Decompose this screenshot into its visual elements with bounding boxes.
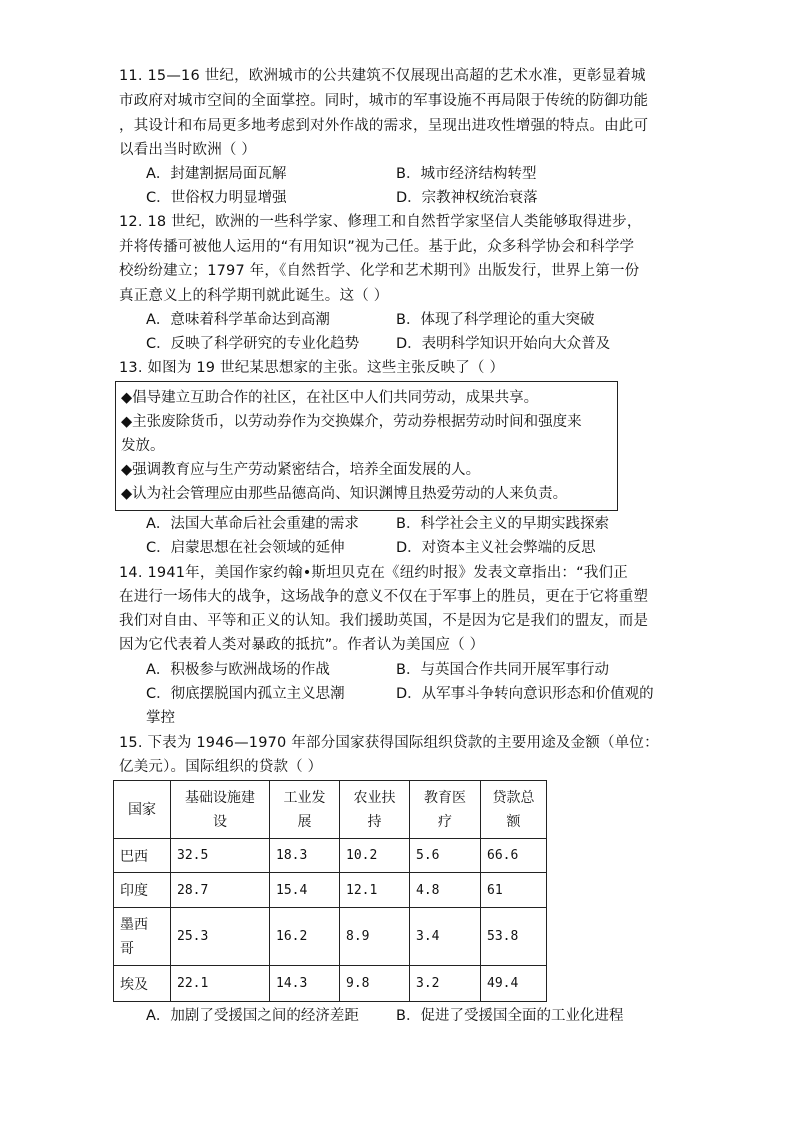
table-row bbox=[114, 873, 547, 908]
question-text-line: 真正意义上的科学期刊就此诞生。这（ ） bbox=[119, 288, 389, 304]
country-cell: 巴西 bbox=[114, 839, 171, 873]
proposal-item: ◆认为社会管理应由那些品德高尚、知识渊博且热爱劳动的人来负责。 bbox=[121, 486, 568, 502]
value-cell: 16.2 bbox=[270, 908, 340, 966]
value-cell: 5.6 bbox=[410, 839, 481, 873]
table-row bbox=[114, 839, 547, 873]
option-c: C．世俗权力明显增强 bbox=[146, 190, 287, 206]
question-text-line: 13. 如图为 19 世纪某思想家的主张。这些主张反映了（ ） bbox=[119, 360, 505, 376]
question-text-line: 亿美元）。国际组织的贷款（ ） bbox=[119, 759, 323, 775]
value-cell: 28.7 bbox=[171, 873, 270, 908]
question-text-line: 15. 下表为 1946—1970 年部分国家获得国际组织贷款的主要用途及金额（单位： bbox=[119, 735, 659, 751]
value-cell: 49.4 bbox=[481, 966, 547, 1002]
option-b: B．科学社会主义的早期实践探索 bbox=[396, 516, 609, 532]
option-b: B．促进了受援国全面的工业化进程 bbox=[396, 1008, 624, 1024]
option-d: D．宗教神权统治衰落 bbox=[396, 190, 538, 206]
thinker-proposals-box bbox=[115, 381, 618, 511]
option-c: C．启蒙思想在社会领域的延伸 bbox=[146, 540, 345, 556]
value-cell: 8.9 bbox=[340, 908, 410, 966]
value-cell: 53.8 bbox=[481, 908, 547, 966]
option-d: D．对资本主义社会弊端的反思 bbox=[396, 540, 596, 556]
option-a: A．加剧了受援国之间的经济差距 bbox=[146, 1008, 359, 1024]
value-cell: 10.2 bbox=[340, 839, 410, 873]
question-text-line: 校纷纷建立；1797 年，《自然哲学、化学和艺术期刊》出版发行，世界上第一份 bbox=[119, 263, 640, 279]
option-c: C．彻底摆脱国内孤立主义思潮 bbox=[146, 686, 345, 702]
value-cell: 14.3 bbox=[270, 966, 340, 1002]
value-cell: 25.3 bbox=[171, 908, 270, 966]
header-cell: 工业发 展 bbox=[270, 781, 340, 839]
value-cell: 12.1 bbox=[340, 873, 410, 908]
proposal-item: ◆主张废除货币，以劳动券作为交换媒介，劳动券根据劳动时间和强度来 bbox=[121, 414, 582, 430]
value-cell: 9.8 bbox=[340, 966, 410, 1002]
question-text-line: 并将传播可被他人运用的“有用知识”视为己任。基于此，众多科学协会和科学学 bbox=[119, 239, 635, 255]
question-text-line: 在进行一场伟大的战争，这场战争的意义不仅在于军事上的胜员，更在于它将重塑 bbox=[119, 589, 649, 605]
country-cell: 印度 bbox=[114, 873, 171, 908]
option-d-continuation: 掌控 bbox=[146, 710, 175, 726]
value-cell: 15.4 bbox=[270, 873, 340, 908]
question-text-line: 14. 1941年，美国作家约翰•斯坦贝克在《纽约时报》发表文章指出：“我们正 bbox=[119, 565, 628, 581]
option-b: B．城市经济结构转型 bbox=[396, 166, 537, 182]
option-a: A．积极参与欧洲战场的作战 bbox=[146, 662, 330, 678]
table-row bbox=[114, 908, 547, 966]
country-cell: 埃及 bbox=[114, 966, 171, 1002]
table-header-row bbox=[114, 781, 547, 839]
option-d: D．从军事斗争转向意识形态和价值观的 bbox=[396, 686, 654, 702]
option-a: A．意味着科学革命达到高潮 bbox=[146, 312, 330, 328]
value-cell: 32.5 bbox=[171, 839, 270, 873]
value-cell: 18.3 bbox=[270, 839, 340, 873]
question-text-line: 以看出当时欧洲（ ） bbox=[119, 142, 257, 158]
value-cell: 4.8 bbox=[410, 873, 481, 908]
value-cell: 61 bbox=[481, 873, 547, 908]
header-cell: 教育医 疗 bbox=[410, 781, 481, 839]
question-text-line: 市政府对城市空间的全面掌控。同时，城市的军事设施不再局限于传统的防御功能 bbox=[119, 93, 649, 109]
table-row bbox=[114, 966, 547, 1002]
loan-table bbox=[113, 780, 547, 1002]
option-d: D．表明科学知识开始向大众普及 bbox=[396, 336, 611, 352]
value-cell: 3.2 bbox=[410, 966, 481, 1002]
option-b: B．与英国合作共同开展军事行动 bbox=[396, 662, 609, 678]
option-a: A．封建割据局面瓦解 bbox=[146, 166, 287, 182]
proposal-item: 发放。 bbox=[121, 438, 165, 454]
proposal-item: ◆强调教育应与生产劳动紧密结合，培养全面发展的人。 bbox=[121, 462, 481, 478]
question-text-line: 因为它代表着人类对暴政的抵抗”。作者认为美国应（ ） bbox=[119, 637, 485, 653]
header-cell: 农业扶 持 bbox=[340, 781, 410, 839]
question-text-line: 我们对自由、平等和正义的认知。我们援助英国，不是因为它是我们的盟友，而是 bbox=[119, 613, 649, 629]
value-cell: 22.1 bbox=[171, 966, 270, 1002]
value-cell: 66.6 bbox=[481, 839, 547, 873]
question-text-line: ，其设计和布局更多地考虑到对外作战的需求，呈现出进攻性增强的特点。由此可 bbox=[119, 118, 649, 134]
header-cell: 国家 bbox=[114, 781, 171, 839]
option-c: C．反映了科学研究的专业化趋势 bbox=[146, 336, 360, 352]
value-cell: 3.4 bbox=[410, 908, 481, 966]
country-cell: 墨西 哥 bbox=[114, 908, 171, 966]
option-b: B．体现了科学理论的重大突破 bbox=[396, 312, 595, 328]
header-cell: 贷款总 额 bbox=[481, 781, 547, 839]
question-text-line: 12. 18 世纪，欧洲的一些科学家、修理工和自然哲学家坚信人类能够取得进步， bbox=[119, 214, 642, 230]
question-text-line: 11. 15—16 世纪，欧洲城市的公共建筑不仅展现出高超的艺术水准，更彰显着城 bbox=[119, 68, 646, 84]
proposal-item: ◆倡导建立互助合作的社区，在社区中人们共同劳动，成果共享。 bbox=[121, 390, 539, 406]
option-a: A．法国大革命后社会重建的需求 bbox=[146, 516, 359, 532]
header-cell: 基础设施建 设 bbox=[171, 781, 270, 839]
